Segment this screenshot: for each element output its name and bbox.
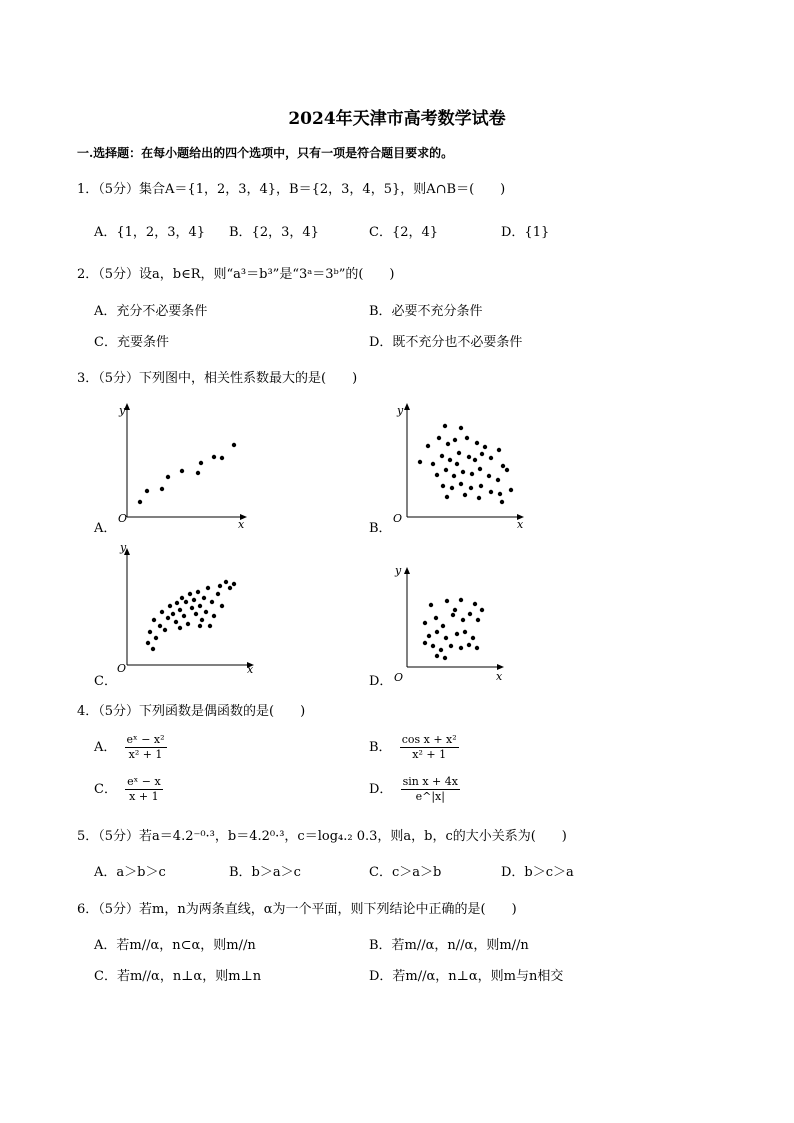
q6-option-a[interactable]: A．若m//α，n⊂α，则m//n (94, 938, 256, 953)
q1-option-d[interactable]: D．{1} (501, 225, 550, 240)
denominator: e^|x| (415, 790, 445, 803)
y-axis-label: y (397, 404, 404, 417)
option-letter: A． (94, 740, 117, 755)
q5-option-d[interactable]: D．b＞c＞a (501, 865, 574, 880)
q6-option-b[interactable]: B．若m//α，n//α，则m//n (369, 938, 529, 953)
question-4-stem: 4．（5分）下列函数是偶函数的是( ) (77, 704, 306, 719)
q5-option-c[interactable]: C．c＞a＞b (369, 865, 442, 880)
fraction (400, 733, 459, 762)
q3-option-d[interactable]: D． (369, 674, 393, 689)
option-letter: C． (94, 782, 117, 797)
scatter-plot-c (110, 540, 265, 675)
q4-option-a[interactable] (94, 733, 167, 762)
q2-option-d[interactable]: D．既不充分也不必要条件 (369, 335, 523, 350)
x-axis-label: x (247, 663, 254, 676)
question-3-stem: 3．（5分）下列图中，相关性系数最大的是( ) (77, 371, 358, 386)
q3-option-c[interactable]: C． (94, 674, 117, 689)
y-axis-label: y (119, 404, 126, 417)
q4-option-c[interactable] (94, 775, 163, 804)
x-axis-label: x (496, 670, 503, 683)
q1-option-b[interactable]: B．{2，3，4} (229, 225, 319, 240)
q5-option-b[interactable]: B．b＞a＞c (229, 865, 301, 880)
x-axis-label: x (238, 518, 245, 531)
origin-label: O (118, 512, 128, 525)
x-axis-label: x (517, 518, 524, 531)
page-title: 2024年天津市高考数学试卷 (288, 109, 506, 129)
q1-option-c[interactable]: C．{2，4} (369, 225, 439, 240)
scatter-plot-a (110, 400, 260, 530)
question-6-stem: 6．（5分）若m，n为两条直线，α为一个平面，则下列结论中正确的是( ) (77, 902, 517, 917)
scatter-plot-d (385, 560, 520, 684)
q2-option-b[interactable]: B．必要不充分条件 (369, 304, 483, 319)
section-heading: 一.选择题：在每小题给出的四个选项中，只有一项是符合题目要求的。 (77, 146, 454, 160)
y-axis-label: y (120, 541, 127, 554)
fraction (125, 733, 167, 762)
origin-label: O (394, 671, 404, 684)
q6-option-d[interactable]: D．若m//α，n⊥α，则m与n相交 (369, 969, 564, 984)
scatter-plot-b (385, 400, 535, 530)
denominator: x² + 1 (412, 748, 447, 761)
question-1-stem: 1．（5分）集合A＝{1，2，3，4}，B＝{2，3，4，5}，则A∩B＝( ) (77, 182, 506, 197)
q4-option-b[interactable] (369, 733, 459, 762)
numerator: cos x + x² (401, 733, 457, 746)
q2-option-c[interactable]: C．充要条件 (94, 335, 169, 350)
numerator: sin x + 4x (402, 775, 458, 788)
y-axis-label: y (395, 564, 402, 577)
q2-option-a[interactable]: A．充分不必要条件 (94, 304, 208, 319)
origin-label: O (117, 662, 127, 675)
q3-option-b[interactable]: B． (369, 521, 392, 536)
q3-option-a[interactable]: A． (94, 521, 117, 536)
numerator: eˣ − x² (126, 733, 165, 746)
question-2-stem: 2．（5分）设a，b∈R，则“a³＝b³”是“3ᵃ＝3ᵇ”的( ) (77, 267, 395, 282)
fraction (125, 775, 163, 804)
numerator: eˣ − x (127, 775, 161, 788)
origin-label: O (393, 512, 403, 525)
option-letter: B． (369, 740, 392, 755)
q6-option-c[interactable]: C．若m//α，n⊥α，则m⊥n (94, 969, 262, 984)
denominator: x² + 1 (128, 748, 163, 761)
q1-option-a[interactable]: A．{1，2，3，4} (94, 225, 206, 240)
q5-option-a[interactable]: A．a＞b＞c (94, 865, 166, 880)
denominator: x + 1 (129, 790, 159, 803)
option-letter: D． (369, 782, 393, 797)
fraction (401, 775, 460, 804)
q4-option-d[interactable] (369, 775, 460, 804)
question-5-stem: 5．（5分）若a＝4.2⁻⁰·³，b＝4.2⁰·³，c＝log₄.₂ 0.3，则a，b，c的大小关系为( ) (77, 829, 567, 844)
